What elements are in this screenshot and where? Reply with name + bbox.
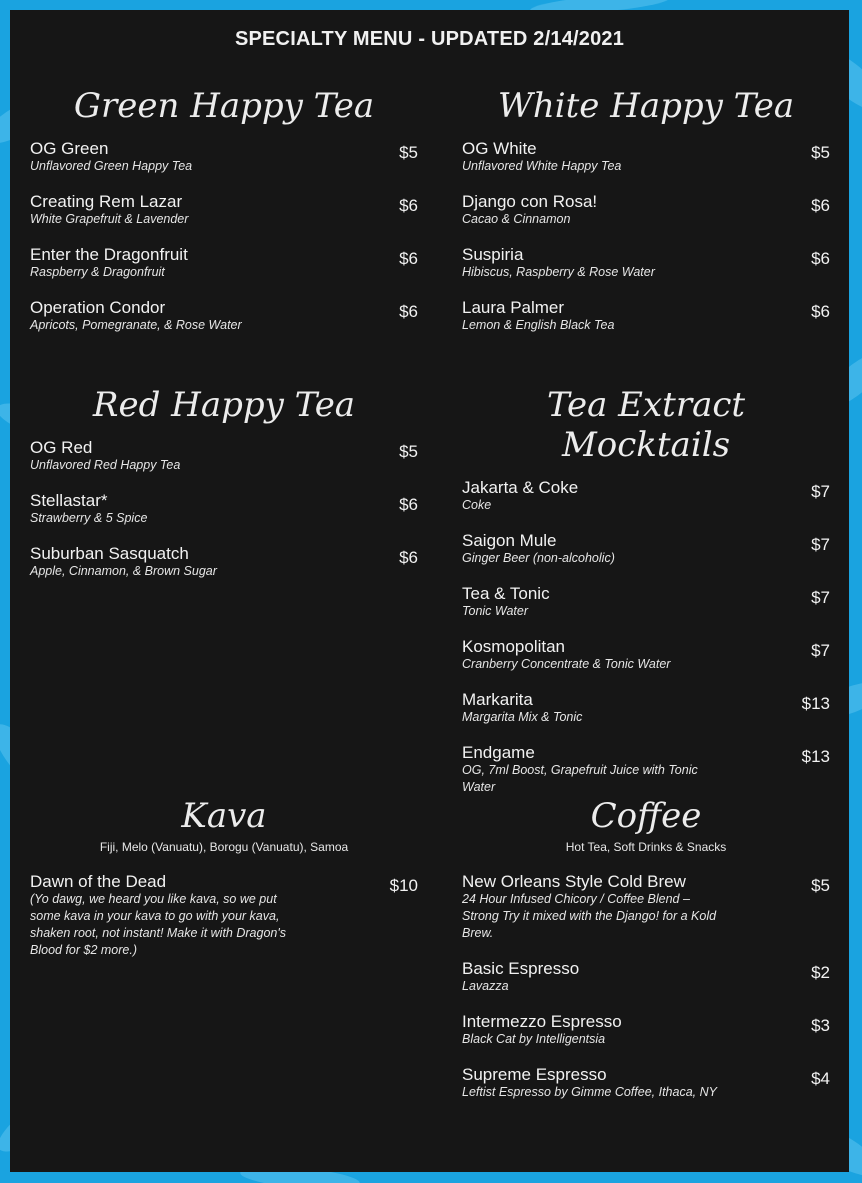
section-subtitle: Hot Tea, Soft Drinks & Snacks <box>565 840 727 854</box>
item-name: Laura Palmer <box>462 298 565 317</box>
item-price: $10 <box>389 876 418 895</box>
section-white-happy-tea <box>462 86 830 351</box>
menu-item <box>30 544 418 580</box>
menu-item <box>30 245 418 281</box>
menu-item <box>462 298 830 334</box>
menu-item <box>30 491 418 527</box>
section-heading: White Happy Tea <box>497 86 795 126</box>
item-description: Ginger Beer (non-alcoholic) <box>462 551 615 565</box>
item-name: Markarita <box>462 690 533 709</box>
section-coffee <box>462 796 830 1118</box>
item-description: (Yo dawg, we heard you like kava, so we put some kava in your kava to go with your kava, shaken root, not instant! Make it with Dragon's Blood for $2 more.) <box>30 892 286 957</box>
item-description: Black Cat by Intelligentsia <box>462 1032 606 1046</box>
item-name: Operation Condor <box>30 298 166 317</box>
menu-item <box>462 584 830 620</box>
item-price: $7 <box>811 588 830 607</box>
item-name: Jakarta & Coke <box>462 478 579 497</box>
item-description: Coke <box>462 498 492 512</box>
item-list <box>462 139 830 334</box>
item-description: Unflavored Red Happy Tea <box>30 458 181 472</box>
item-price: $6 <box>399 495 418 514</box>
item-description: White Grapefruit & Lavender <box>30 212 189 226</box>
item-price: $7 <box>811 641 830 660</box>
item-price: $5 <box>399 442 418 461</box>
menu-item <box>462 637 830 673</box>
section-kava <box>30 796 418 976</box>
section-heading: Green Happy Tea <box>73 86 375 126</box>
item-name: OG White <box>462 139 537 158</box>
item-list <box>462 478 830 796</box>
item-description: Raspberry & Dragonfruit <box>30 265 165 279</box>
item-list <box>30 872 418 959</box>
item-name: Basic Espresso <box>462 959 580 978</box>
menu-item <box>462 690 830 726</box>
item-description: Cranberry Concentrate & Tonic Water <box>462 657 671 671</box>
item-price: $7 <box>811 535 830 554</box>
menu-item <box>462 531 830 567</box>
menu-item <box>30 192 418 228</box>
item-name: Suburban Sasquatch <box>30 544 189 563</box>
item-name: Dawn of the Dead <box>30 872 167 891</box>
item-name: New Orleans Style Cold Brew <box>462 872 686 891</box>
item-description: 24 Hour Infused Chicory / Coffee Blend – Strong Try it mixed with the Django! for a Kold Brew. <box>462 892 717 940</box>
item-description: Unflavored White Happy Tea <box>462 159 622 173</box>
menu-item <box>462 245 830 281</box>
menu-item <box>462 478 830 514</box>
menu-item <box>30 298 418 334</box>
section-heading: Tea Extract Mocktails <box>546 385 746 465</box>
section-heading: Red Happy Tea <box>92 385 356 425</box>
section-heading: Coffee <box>590 796 702 836</box>
section-heading: Kava <box>181 796 267 836</box>
menu-item <box>462 192 830 228</box>
item-price: $2 <box>811 963 830 982</box>
item-price: $6 <box>811 249 830 268</box>
item-description: Unflavored Green Happy Tea <box>30 159 193 173</box>
item-name: Enter the Dragonfruit <box>30 245 188 264</box>
item-description: OG, 7ml Boost, Grapefruit Juice with Tonic Water <box>462 763 698 794</box>
item-description: Hibiscus, Raspberry & Rose Water <box>462 265 655 279</box>
item-price: $6 <box>399 548 418 567</box>
item-price: $6 <box>811 196 830 215</box>
menu-item <box>30 438 418 474</box>
item-price: $3 <box>811 1016 830 1035</box>
item-description: Cacao & Cinnamon <box>462 212 571 226</box>
item-name: Tea & Tonic <box>462 584 550 603</box>
item-name: Suspiria <box>462 245 524 264</box>
section-subtitle: Fiji, Melo (Vanuatu), Borogu (Vanuatu), Samoa <box>99 840 349 854</box>
item-price: $5 <box>399 143 418 162</box>
menu-item <box>462 1065 830 1101</box>
item-price: $13 <box>801 747 830 766</box>
menu-item <box>30 139 418 175</box>
item-price: $6 <box>399 196 418 215</box>
item-name: OG Red <box>30 438 93 457</box>
menu-item <box>462 743 830 796</box>
item-name: Saigon Mule <box>462 531 557 550</box>
item-description: Leftist Espresso by Gimme Coffee, Ithaca, NY <box>462 1085 717 1099</box>
item-list <box>30 438 418 580</box>
section-red-happy-tea <box>30 385 418 597</box>
item-price: $13 <box>801 694 830 713</box>
item-price: $5 <box>811 143 830 162</box>
item-description: Apple, Cinnamon, & Brown Sugar <box>30 564 217 578</box>
item-name: Kosmopolitan <box>462 637 566 656</box>
section-green-happy-tea <box>30 86 418 351</box>
item-price: $6 <box>399 302 418 321</box>
item-name: Intermezzo Espresso <box>462 1012 622 1031</box>
menu-panel <box>10 10 849 1172</box>
item-description: Lavazza <box>462 979 509 993</box>
item-list <box>462 872 830 1101</box>
item-description: Apricots, Pomegranate, & Rose Water <box>30 318 242 332</box>
menu-item <box>30 872 418 959</box>
item-name: Django con Rosa! <box>462 192 598 211</box>
menu-item <box>462 872 830 942</box>
item-price: $6 <box>811 302 830 321</box>
menu-item <box>462 139 830 175</box>
item-name: Creating Rem Lazar <box>30 192 183 211</box>
section-tea-extract-mocktails <box>462 385 830 813</box>
menu-item <box>462 1012 830 1048</box>
menu-title: SPECIALTY MENU - UPDATED 2/14/2021 <box>234 28 625 50</box>
item-name: OG Green <box>30 139 109 158</box>
item-name: Stellastar* <box>30 491 108 510</box>
menu-item <box>462 959 830 995</box>
item-description: Tonic Water <box>462 604 529 618</box>
item-name: Endgame <box>462 743 535 762</box>
item-price: $4 <box>811 1069 830 1088</box>
item-name: Supreme Espresso <box>462 1065 607 1084</box>
item-description: Lemon & English Black Tea <box>462 318 615 332</box>
item-price: $6 <box>399 249 418 268</box>
item-description: Margarita Mix & Tonic <box>462 710 583 724</box>
item-list <box>30 139 418 334</box>
item-description: Strawberry & 5 Spice <box>30 511 148 525</box>
item-price: $7 <box>811 482 830 501</box>
item-price: $5 <box>811 876 830 895</box>
